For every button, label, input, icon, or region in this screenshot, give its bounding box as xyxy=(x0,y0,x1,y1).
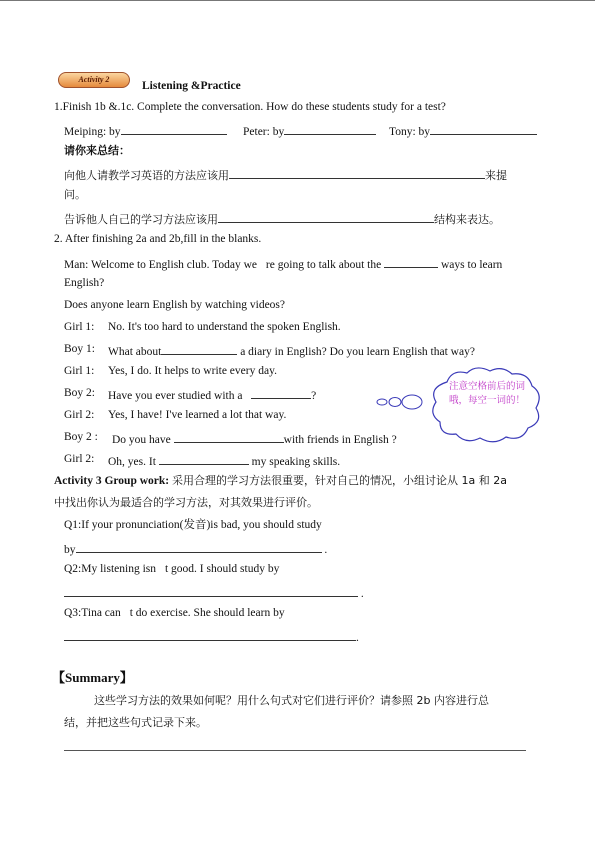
dialog-girl1-a: No. It's too hard to understand the spoken English. xyxy=(108,321,341,333)
summary-title: 【Summary】 xyxy=(52,670,133,685)
question-2: 2. After finishing 2a and 2b,fill in the blanks. xyxy=(54,233,262,245)
dialog-man-1 xyxy=(64,256,502,272)
dialog-speaker: Boy 2: xyxy=(64,387,95,399)
activity3-q1-answer xyxy=(64,541,327,557)
activity3-text1: 采用合理的学习方法很重要，针对自己的情况，小组讨论从 1a 和 2a xyxy=(171,474,507,487)
dialog-boy2-a-end: ? xyxy=(311,390,317,402)
dialog-speaker: Girl 2: xyxy=(64,409,95,421)
dialog-boy1 xyxy=(108,343,475,359)
activity3-q2-answer xyxy=(64,585,364,601)
activity3-label: Activity 3 Group work: xyxy=(54,475,170,487)
dialog-girl2-b-text: Oh, yes. It xyxy=(108,456,156,468)
summary-prompt-line1-wrap: 问。 xyxy=(64,188,86,201)
dialog-blank-studied[interactable] xyxy=(251,387,311,399)
activity3-q1-blank[interactable] xyxy=(76,541,322,553)
activity3-q2-blank[interactable] xyxy=(64,585,358,597)
dialog-blank-it[interactable] xyxy=(159,453,249,465)
activity3-q3-blank[interactable] xyxy=(64,629,356,641)
summary-prompt-line2 xyxy=(64,211,500,227)
summary-prompt-blank-1[interactable] xyxy=(229,167,485,179)
dialog-speaker: Boy 2 : xyxy=(64,431,98,443)
dialog-man-3: Does anyone learn English by watching videos? xyxy=(64,299,285,311)
dialog-blank-diary[interactable] xyxy=(161,343,237,355)
dialog-speaker: Girl 1: xyxy=(64,365,95,377)
summary-line2: 结，并把这些句式记录下来。 xyxy=(64,716,207,729)
summary-answer-line[interactable] xyxy=(64,750,526,751)
activity3-q1-by: by xyxy=(64,544,76,556)
tony-line xyxy=(389,123,537,139)
dialog-boy1-text: What about xyxy=(108,346,162,358)
note-bubble-text: 注意空格前后的词哦，每空一词的！ xyxy=(448,381,525,406)
activity-badge: Activity 2 xyxy=(58,72,130,88)
dialog-boy2-a-text: Have you ever studied with a xyxy=(108,390,243,402)
activity3-q2: Q2:My listening isn t good. I should study by xyxy=(64,563,280,575)
summary-prompt-title: 请你来总结： xyxy=(64,144,130,157)
dialog-boy2-b-text: Do you have xyxy=(112,434,171,446)
question-1: 1.Finish 1b &.1c. Complete the conversation. How do these students study for a test? xyxy=(54,101,446,113)
dialog-girl2-b-end: my speaking skills. xyxy=(251,456,341,468)
dialog-speaker: Girl 1: xyxy=(64,321,95,333)
summary-prompt-line1-text: 向他人请教学习英语的方法应该用 xyxy=(64,169,229,182)
top-border-line xyxy=(0,0,595,1)
dialog-boy2-b-end: with friends in English ? xyxy=(283,434,397,446)
activity3-q2-end: . xyxy=(360,588,364,600)
dialog-boy2-a xyxy=(108,387,316,403)
activity3-q1-end: . xyxy=(324,544,328,556)
summary-prompt-line1 xyxy=(64,167,507,183)
dialog-man-2: English? xyxy=(64,277,105,289)
dialog-blank-ways[interactable] xyxy=(384,256,438,268)
tony-label: Tony: by xyxy=(389,126,431,138)
peter-blank[interactable] xyxy=(284,123,376,135)
activity3-q3-answer xyxy=(64,629,359,645)
section-heading: Listening &Practice xyxy=(142,80,241,92)
dialog-girl2-b xyxy=(108,453,340,469)
dialog-boy2-b xyxy=(112,431,397,447)
summary-line1: 这些学习方法的效果如何呢？用什么句式对它们进行评价？请参照 2b 内容进行总 xyxy=(94,694,489,707)
dialog-speaker: Girl 2: xyxy=(64,453,95,465)
meiping-blank[interactable] xyxy=(121,123,227,135)
meiping-label: Meiping: by xyxy=(64,126,121,138)
peter-label: Peter: by xyxy=(243,126,285,138)
activity3-q3-end: . xyxy=(356,632,359,644)
peter-line xyxy=(243,123,376,139)
activity3-line1 xyxy=(54,475,507,488)
summary-prompt-line2-text: 告诉他人自己的学习方法应该用 xyxy=(64,213,218,226)
summary-prompt-blank-2[interactable] xyxy=(218,211,434,223)
dialog-man-1-text: Man: Welcome to English club. Today we re going to talk about the xyxy=(64,259,382,271)
dialog-girl2-a: Yes, I have! I've learned a lot that way. xyxy=(108,409,287,421)
tony-blank[interactable] xyxy=(430,123,537,135)
summary-prompt-line2-end: 结构来表达。 xyxy=(434,213,500,226)
meiping-line xyxy=(64,123,227,139)
dialog-blank-have[interactable] xyxy=(174,431,284,443)
activity3-q3: Q3:Tina can t do exercise. She should learn by xyxy=(64,607,285,619)
activity3-q1: Q1:If your pronunciation(发音)is bad, you should study xyxy=(64,519,322,531)
summary-prompt-line1-end: 来提 xyxy=(485,169,507,182)
activity3-line2: 中找出你认为最适合的学习方法，对其效果进行评价。 xyxy=(54,496,318,509)
dialog-girl1-b: Yes, I do. It helps to write every day. xyxy=(108,365,277,377)
dialog-speaker: Boy 1: xyxy=(64,343,95,355)
dialog-boy1-end: a diary in English? Do you learn English that way? xyxy=(240,346,475,358)
dialog-man-1-end: ways to learn xyxy=(440,259,503,271)
